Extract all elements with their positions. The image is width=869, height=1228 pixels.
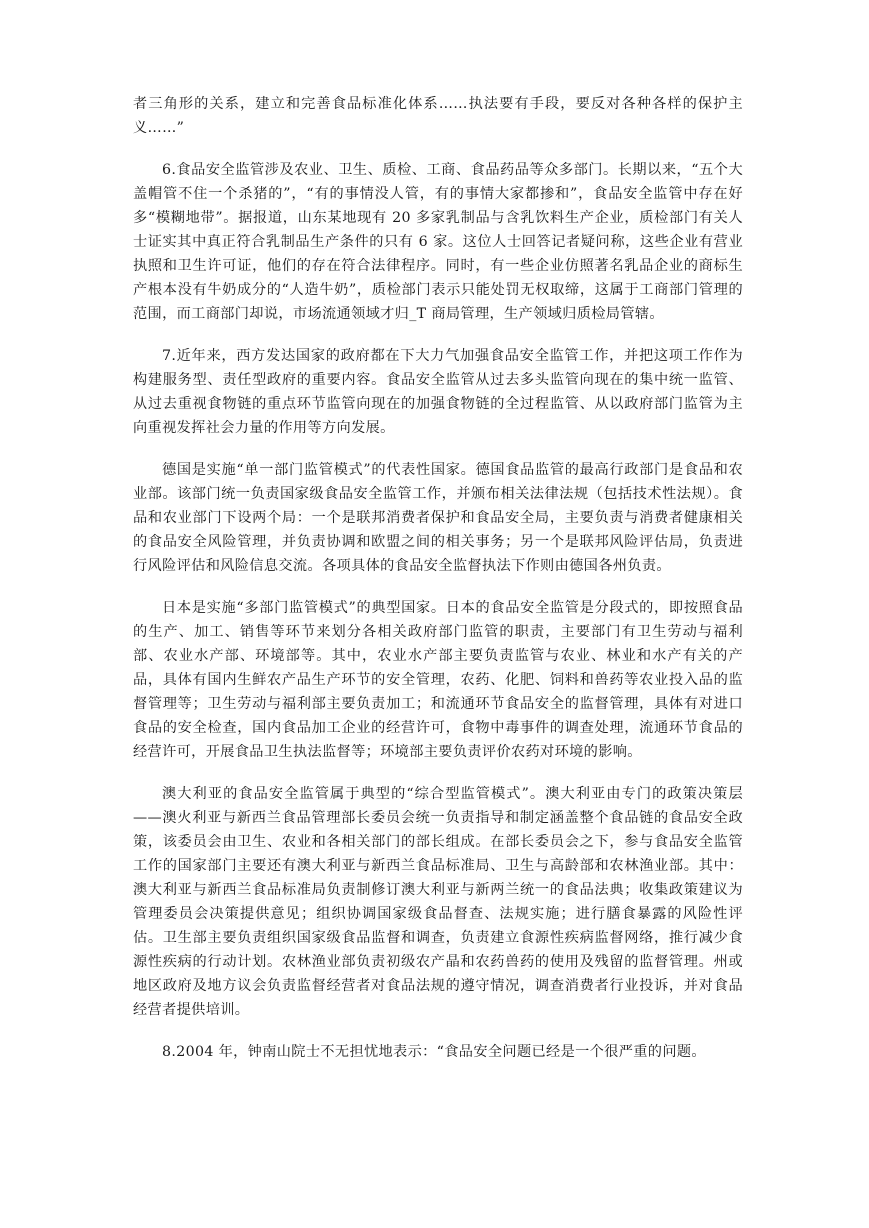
paragraph-item-8: 8.2004 年，钟南山院士不无担忧地表示：“食品安全问题已经是一个很严重的问题。: [162, 1044, 706, 1060]
paragraph-germany: 德国是实施“单一部门监管模式”的代表性国家。德国食品监管的最高行政部门是食品和农业部。该部门统一负责国家级食品安全监管工作，并颁布相关法律法规（包括技术性法规）。食品和农业部门下设两个局：一个是联邦消费者保护和食品安全局，主要负责与消费者健康相关的食品安全风险管理，并负责协调和欧盟之间的相关事务；另一个是联邦风险评估局，负责进行风险评估和风险信息交流。各项具体的食品安全监督执法下作则由德国各州负责。: [133, 462, 743, 574]
paragraph-continuation: 者三角形的关系，建立和完善食品标准化体系……执法要有手段，要反对各种各样的保护主义……”: [133, 96, 743, 136]
document-page: [133, 92, 743, 1064]
paragraph-item-6: 6.食品安全监管涉及农业、卫生、质检、工商、食品药品等众多部门。长期以来，“五个大盖帽管不住一个杀猪的”，“有的事情没人管，有的事情大家都掺和”，食品安全监管中存在好多“模糊地带”。据报道，山东某地现有 20 多家乳制品与含乳饮料生产企业，质检部门有关人士证实其中真正符合乳制品生产条件的只有 6 家。这位人士回答记者疑问称，这些企业有营业执照和卫生许可证，他们的存在符合法律程序。同时，有一些企业仿照著名乳品企业的商标生产根本没有牛奶成分的“人造牛奶”，质检部门表示只能处罚无权取缔，这属于工商部门管理的范围，而工商部门却说，市场流通领域才归_T 商局管理，生产领域归质检局管辖。: [133, 162, 743, 322]
paragraph-item-7: 7.近年来，西方发达国家的政府都在下大力气加强食品安全监管工作，并把这项工作作为构建服务型、责任型政府的重要内容。食品安全监管从过去多头监管向现在的集中统一监管、从过去重视食物链的重点环节监管向现在的加强食物链的全过程监管、从以政府部门监管为主向重视发挥社会力量的作用等方向发展。: [133, 348, 743, 436]
paragraph-australia: 澳大利亚的食品安全监管属于典型的“综合型监管模式”。澳大利亚由专门的政策决策层——澳火利亚与新西兰食品管理部长委员会统一负责指导和制定涵盖整个食品链的食品安全政策，该委员会由卫生、农业和各相关部门的部长组成。在部长委员会之下，参与食品安全监管工作的国家部门主要还有澳大利亚与新西兰食品标准局、卫生与高龄部和农林渔业部。其中：澳大利亚与新西兰食品标准局负责制修订澳大利亚与新两兰统一的食品法典；收集政策建议为管理委员会决策提供意见；组织协调国家级食品督查、法规实施；进行膳食暴露的风险性评估。卫生部主要负责组织国家级食品监督和调查，负责建立食源性疾病监督网络，推行减少食源性疾病的行动计划。农林渔业部负责初级农产晶和农药兽药的使用及残留的监督管理。州或地区政府及地方议会负责监督经营者对食品法规的遵守情况，调查消费者行业投诉，并对食品经营者提供培训。: [133, 786, 743, 1018]
paragraph-japan: 日本是实施“多部门监管模式”的典型国家。日本的食品安全监管是分段式的，即按照食品的生产、加工、销售等环节来划分各相关政府部门监管的职责，主要部门有卫生劳动与福利部、农业水产部、环境部等。其中，农业水产部主要负责监管与农业、林业和水产有关的产品，具体有国内生鲜农产品生产环节的安全管理，农药、化肥、饲料和兽药等农业投入品的监督管理等；卫生劳动与福利部主要负责加工；和流通环节食品安全的监督管理，具体有对进口食品的安全检查，国内食品加工企业的经营许可，食物中毒事件的调查处理，流通环节食品的经营许可，开展食品卫生执法监督等；环境部主要负责评价农药对环境的影响。: [133, 600, 743, 760]
